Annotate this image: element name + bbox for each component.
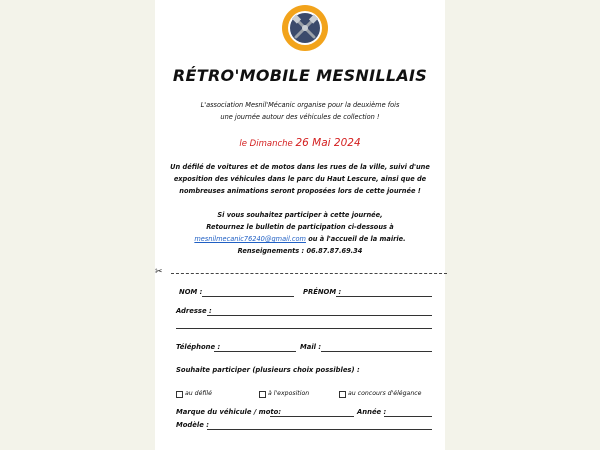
intro-line: L'association Mesnil'Mécanic organise pour la deuxième fois: [200, 101, 400, 109]
option-concours: au concours d'élégance: [348, 390, 422, 397]
flyer-title: RÉTRO'MOBILE MESNILLAIS: [172, 66, 428, 85]
description-line: exposition des véhicules dans le parc du Haut Lescure, ainsi que de: [173, 175, 427, 183]
email-link[interactable]: mesnilmecanic76240@gmail.com: [194, 235, 306, 243]
telephone-label: Téléphone :: [176, 343, 221, 351]
description-line: nombreuses animations seront proposées lors de cette journée !: [179, 187, 421, 195]
marque-label: Marque du véhicule / moto:: [176, 408, 282, 416]
souhaits-label: Souhaite participer (plusieurs choix possibles) :: [176, 366, 360, 374]
annee-label: Année :: [357, 408, 387, 416]
description-text: [165, 161, 435, 197]
telephone-field[interactable]: [214, 351, 296, 352]
phone-line: Renseignements : 06.87.87.69.34: [237, 247, 363, 255]
contact-email-line: [165, 233, 435, 245]
contact-line: Retournez le bulletin de participation ci-dessous à: [206, 223, 394, 231]
contact-text: [165, 209, 435, 257]
checkbox-exposition[interactable]: [259, 391, 266, 398]
scissors-icon: ✂: [155, 267, 163, 277]
intro-text: [165, 99, 435, 123]
flyer-page: [155, 0, 445, 450]
event-date: [155, 137, 445, 149]
mail-field[interactable]: [321, 351, 432, 352]
prenom-label: PRÉNOM :: [303, 288, 342, 296]
option-exposition: à l'exposition: [268, 390, 310, 397]
association-logo: [281, 4, 329, 52]
email-suffix: ou à l'accueil de la mairie.: [305, 235, 406, 243]
intro-line: une journée autour des véhicules de collection !: [220, 113, 380, 121]
marque-field[interactable]: [270, 416, 354, 417]
adresse-label: Adresse :: [176, 307, 212, 315]
checkbox-concours[interactable]: [339, 391, 346, 398]
nom-field[interactable]: [202, 296, 294, 297]
option-defile: au défilé: [185, 390, 212, 397]
modele-field[interactable]: [207, 429, 432, 430]
description-line: Un défilé de voitures et de motos dans les rues de la ville, suivi d'une: [170, 163, 430, 171]
pistons-logo-icon: [281, 4, 329, 52]
annee-field[interactable]: [384, 416, 432, 417]
prenom-field[interactable]: [336, 296, 432, 297]
adresse-field-2[interactable]: [176, 328, 432, 329]
modele-label: Modèle :: [176, 421, 209, 429]
checkbox-defile[interactable]: [176, 391, 183, 398]
cut-line: [171, 273, 447, 274]
nom-label: NOM :: [179, 288, 203, 296]
date-value: 26 Mai 2024: [295, 137, 361, 149]
mail-label: Mail :: [300, 343, 322, 351]
contact-line: Si vous souhaitez participer à cette journée,: [217, 211, 383, 219]
adresse-field-1[interactable]: [207, 315, 432, 316]
date-prefix: le Dimanche: [239, 139, 293, 149]
